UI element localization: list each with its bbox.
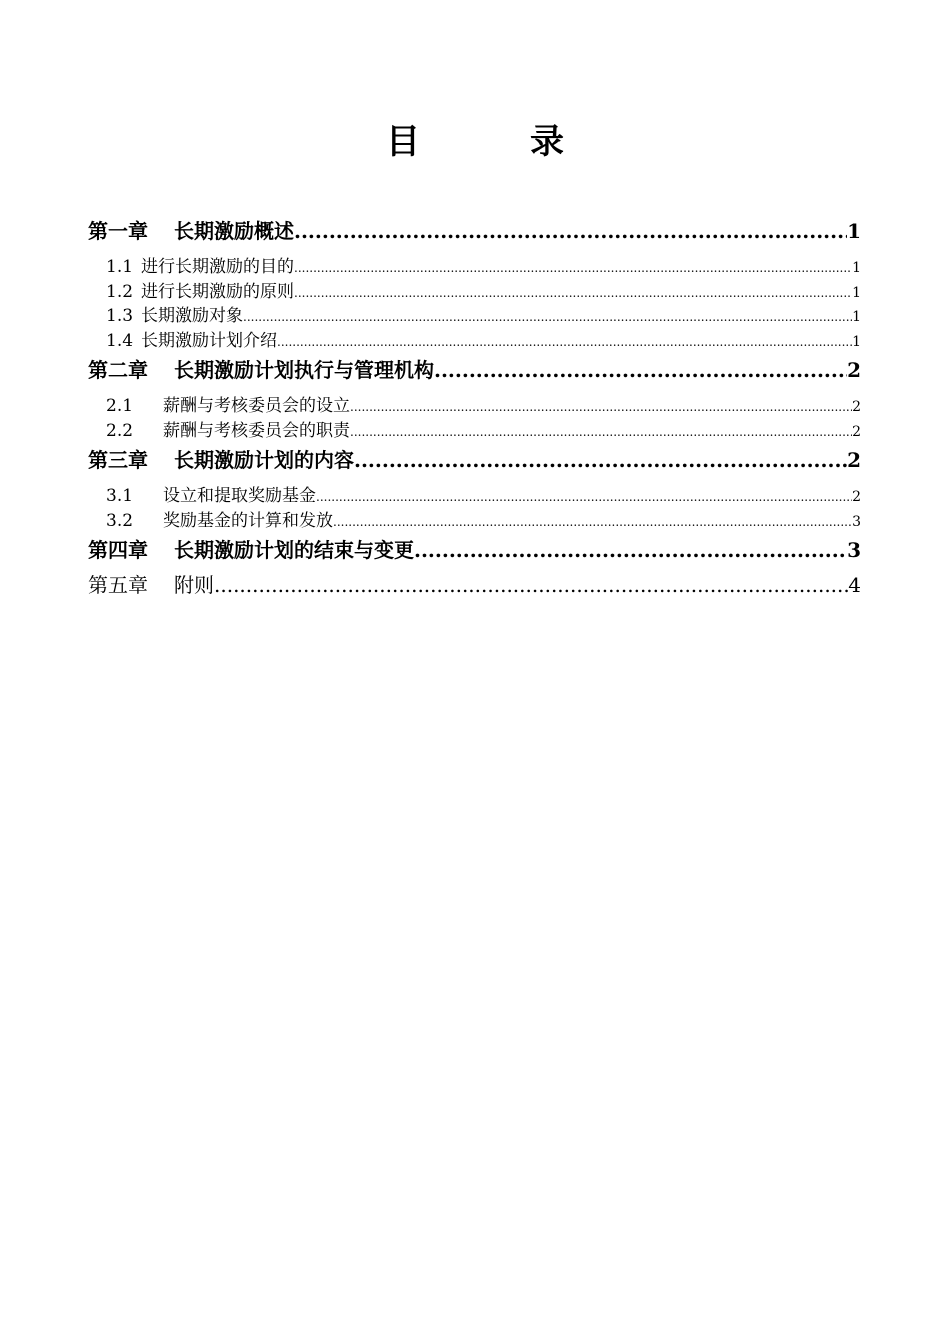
toc-entry-number: 第三章 [88, 448, 148, 472]
toc-page-number: 2 [852, 399, 861, 415]
toc-entry-number: 1.3 [106, 306, 134, 326]
toc-leader-dots [294, 214, 847, 249]
toc-entry-number: 第二章 [88, 358, 148, 382]
toc-page-number: 1 [852, 260, 861, 276]
toc-leader-dots [277, 330, 852, 354]
toc-page-number: 1 [852, 333, 861, 350]
toc-entry-text: 薪酬与考核委员会的设立 [163, 396, 351, 416]
toc-leader-dots [434, 353, 847, 388]
toc-leader-dots [316, 485, 852, 509]
toc-title: 目 录 [386, 122, 602, 162]
toc-leader-dots [350, 395, 852, 419]
toc-entry-number: 2.1 [106, 396, 134, 416]
toc-section-1-2[interactable] [88, 280, 861, 305]
toc-section-1-1[interactable] [88, 255, 861, 280]
toc-page-number: 4 [848, 573, 861, 597]
toc-chapter-3[interactable] [88, 443, 861, 478]
toc-leader-dots [333, 510, 852, 534]
toc-page-number: 1 [852, 309, 861, 325]
toc-leader-dots [354, 443, 847, 478]
toc-entry-number: 2.2 [106, 420, 134, 441]
toc-entry-text: 长期激励概述 [174, 219, 294, 243]
toc-entry-text: 长期激励对象 [141, 306, 244, 326]
toc-section-3-2[interactable] [88, 509, 861, 534]
toc-leader-dots [294, 256, 852, 280]
toc-section-1-3[interactable] [88, 304, 861, 329]
toc-entry-number: 1.1 [106, 257, 134, 277]
toc-chapter-1[interactable] [88, 214, 861, 249]
table-of-contents [88, 214, 861, 603]
toc-entry-text: 长期激励计划的内容 [174, 448, 354, 472]
toc-chapter-2[interactable] [88, 353, 861, 388]
toc-section-2-1[interactable] [88, 394, 861, 419]
toc-entry-text: 长期激励计划的结束与变更 [174, 538, 414, 562]
toc-entry-number: 1.4 [106, 330, 134, 351]
toc-leader-dots [214, 568, 848, 603]
toc-entry-number: 3.1 [106, 486, 134, 506]
toc-chapter-4[interactable] [88, 533, 861, 568]
toc-page-number: 2 [847, 358, 861, 382]
toc-entry-text: 奖励基金的计算和发放 [163, 510, 334, 531]
toc-entry-number: 1.2 [106, 281, 134, 302]
toc-section-2-2[interactable] [88, 419, 861, 444]
toc-section-1-4[interactable] [88, 329, 861, 354]
toc-entry-text: 进行长期激励的目的 [141, 257, 295, 277]
toc-page-number: 2 [852, 489, 861, 505]
toc-page-number: 2 [852, 423, 861, 440]
toc-entry-text: 薪酬与考核委员会的职责 [163, 420, 351, 441]
toc-chapter-5[interactable] [88, 568, 861, 603]
toc-page-number: 1 [852, 284, 861, 301]
toc-entry-number: 第一章 [88, 219, 148, 243]
toc-entry-number: 第五章 [88, 573, 148, 597]
toc-entry-text: 附则 [174, 573, 214, 597]
toc-entry-text: 长期激励计划介绍 [141, 330, 278, 351]
toc-leader-dots [414, 533, 847, 568]
toc-entry-text: 设立和提取奖励基金 [163, 486, 317, 506]
toc-entry-number: 第四章 [88, 538, 148, 562]
toc-leader-dots [243, 305, 852, 329]
toc-entry-text: 进行长期激励的原则 [141, 281, 295, 302]
toc-entry-number: 3.2 [106, 510, 134, 531]
toc-page-number: 3 [847, 538, 861, 562]
toc-entry-text: 长期激励计划执行与管理机构 [174, 358, 434, 382]
toc-leader-dots [350, 420, 852, 444]
toc-section-3-1[interactable] [88, 484, 861, 509]
toc-leader-dots [294, 281, 852, 305]
toc-page-number: 3 [852, 513, 861, 530]
toc-page-number: 1 [847, 219, 861, 243]
toc-page-number: 2 [847, 448, 861, 472]
